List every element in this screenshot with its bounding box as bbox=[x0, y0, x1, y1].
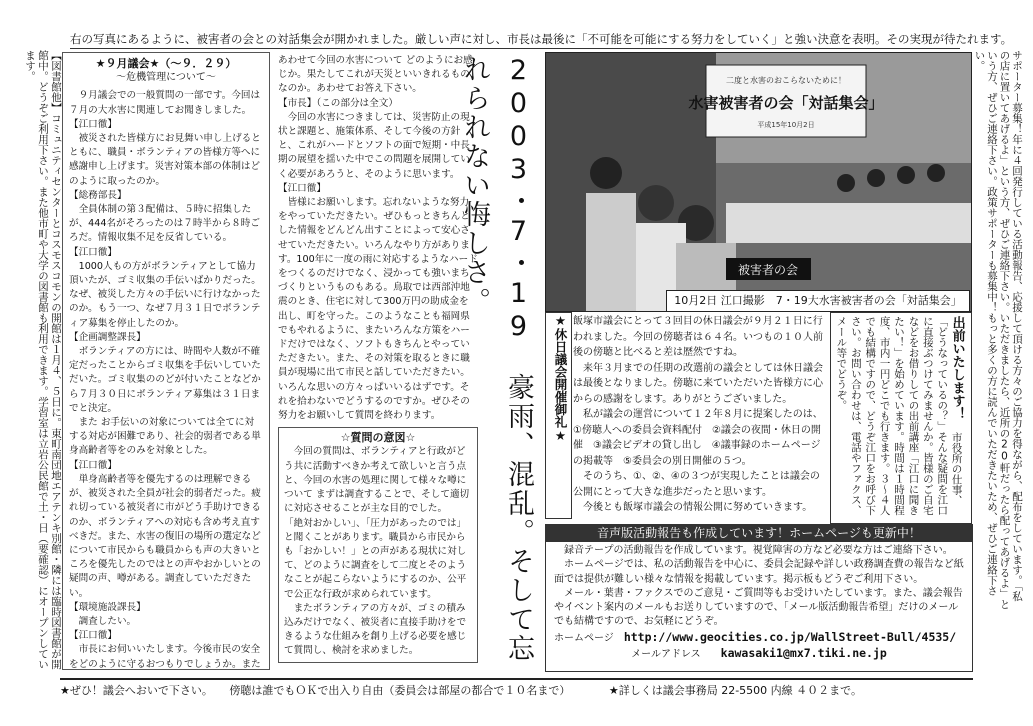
victims-sign-text: 被害者の会 bbox=[737, 263, 799, 277]
audio-report-heading: 音声版活動報告も作成しています！ホームページも更新中！ bbox=[546, 525, 972, 542]
bottom-banner: ★ぜひ！議会へおいで下さい。 傍聴は誰でもＯＫで出入り自由（委員会は部屋の都合で１０名まで） ★詳しくは議会事務局 22-5500 内線 ４０２まで。 bbox=[60, 678, 973, 700]
delivery-lecture-body: 市役所の仕事、「どうなっているの？」そんな疑問を江口に直接ぶつけてみませんか。皆様のご自宅などをお借りしての出前講座「江口に聞きたい！」を始めています。時間は１時間程度、市内一円どこでも行きます。３～４人でも結構ですので、どうぞ江口をお呼び下さい。お問い合わせは、電話やファクス、メール等でどうぞ。 bbox=[835, 316, 963, 516]
paragraph: 皆様にお願いします。忘れないような努力をやっていただきたい。ぜひもっときちんとした情報をどんどん出すことによって安心させていただきたい。いろんなやり方があります。100年に一度の雨に対応するようなハードをつくるのだけでなく、浸かっても強いまちづくりというものもある。鳥取では西部沖地震のとき、住宅に対して300万円の助成金を出し、町を守った。このようなことも福岡県でもやれるように、またいろんな方策をハードだけではなく、ソフトもきちんとやっていただきたい。また、その対策を取るときに職員が現場に出て市民と話していただきたい。いろんな思いの方々っぱいいるはずです。それを拾わないでどうするのですか。ぜひその努力をお願いして質問を終わります。 bbox=[278, 197, 478, 422]
paragraph: 単身高齢者等を優先するのは理解できるが、被災された全員が社会的弱者だった。疲れ切っている被災者に市がどう手助けできるのか、ボランティアへの対応も含め考え直すべきだ。また、水害の復旧の場所の選定などについて市民からも職員からも声の大きいところを優先したのではとの声やおかしいとの疑問の声、噂がある。調査していただきたい。 bbox=[69, 473, 261, 599]
homepage-link[interactable]: http://www.geocities.co.jp/WallStreet-Bull/4535/ bbox=[623, 629, 957, 644]
banner-large-text: 水害被害者の会「対話集会」 bbox=[688, 94, 884, 112]
supporter-recruitment: サポーター募集！年に４回発行している活動報告、応援して頂ける方々のご協力を得ながら、配布をしています。「私の店に置いてあげるよ」という方、ぜひご連絡下さい。いただきましたら、近所の20軒だったら配ってあげるよ」という方、ぜひご連絡下さい。政策サポーターも募集中！もっと多くの方に読んでいただきたいため、ぜひご連絡下さい。 bbox=[973, 50, 1023, 610]
holiday-session-label: ★休日議会開催御礼★ bbox=[545, 312, 572, 519]
paragraph: 飯塚市議会にとって３回目の休日議会が９月２１日に行われました。今回の傍聴者は６４名。いつもの１０人前後の傍聴と比べると差は歴然ですね。 bbox=[573, 316, 823, 358]
speaker-label: 【江口徹】 bbox=[69, 459, 117, 471]
speaker-label: 【環境施設課長】 bbox=[69, 601, 146, 613]
speaker-label: 【江口徹】 bbox=[69, 630, 117, 642]
photo-illustration bbox=[546, 53, 971, 311]
paragraph: 調査したい。 bbox=[69, 615, 137, 627]
speaker-label: 【総務部長】 bbox=[69, 189, 127, 201]
paragraph: 私が議会の運営について１２年８月に提案したのは、①傍聴人への委員会資料配付 ②議会の夜間・休日の開催 ③議会ビデオの貸し出し ④議事録のホームページの掲載等 ⑤委員会の別日開催の５つ。 bbox=[573, 409, 823, 467]
paragraph: 今回の水害につきましては、災害防止の現状と課題と、施策体系、そして今後の方針と、これがハードとソフトの面で短期・中長期の展望を揺いた中でこの問題を展開していく必要があろうと、そのように思います。 bbox=[278, 111, 470, 180]
speaker-label: 【企画調整課長】 bbox=[69, 331, 146, 343]
paragraph: またボランティアの方々が、ゴミの積み込みだけでなく、被災者に直接手助けをできるような仕組みを創り上げる必要を感じて質問し、検討を求めました。 bbox=[284, 602, 467, 657]
september-assembly-column bbox=[62, 52, 270, 670]
paragraph: ホームページでは、私の活動報告を中心に、委員会記録や詳しい政務調査費の報告など紙面では提供が難しい様々な情報を掲載しています。掲示板もどうぞご利用下さい。 bbox=[554, 559, 964, 585]
audio-report-box bbox=[545, 524, 973, 672]
question-intent-box bbox=[278, 427, 478, 662]
paragraph: 来年３月までの任期の改選前の議会としては休日議会は最後となりました。傍聴に来ていただいた皆様方に心からの感謝をします。ありがとうございました。 bbox=[573, 362, 823, 405]
top-banner: 右の写真にあるように、被害者の会との対話集会が開かれました。厳しい声に対し、市長は最後に「不可能を可能にする努力をしていく」と強い決意を表明。その実現が待たれます。 bbox=[70, 30, 960, 49]
speaker-label: 【江口徹】 bbox=[69, 246, 117, 258]
homepage-label: ホームページ bbox=[554, 632, 614, 644]
speaker-label: 【江口徹】 bbox=[69, 118, 117, 130]
paragraph: あわせて今回の水害について どのようにお感じか。果たしてこれが天災といいきれるものなのか。あわせてお答え下さい。 bbox=[278, 55, 473, 95]
paragraph: メール・葉書・ファクスでのご意見・ご質問等もお受けいたしています。また、議会報告やイベント案内のメールもお送りしていますので、「メール版活動報告希望」だけのメールでも結構ですので、お気軽にどうぞ。 bbox=[554, 587, 963, 628]
paragraph: 今回の質問は、ボランティアと行政がどう共に活動すべきか考えて欲しいと言う点と、今回の水害の処理に関して様々な噂について まずは調査することで、そして適切に対応させることが主な目的でした。 bbox=[284, 446, 470, 515]
paragraph: 録音テープの活動報告を作成しています。視覚障害の方など必要な方はご連絡下さい。 bbox=[554, 545, 953, 556]
paragraph: 市長にお伺いいたします。今後市民の安全をどのように守るおつもりでしょうか。また bbox=[69, 644, 261, 670]
paragraph: また お手伝いの対象については全てに対する対応が困難であり、社会的弱者である単身高齢者等をのみを対象とした。 bbox=[69, 417, 261, 457]
assembly-subtitle: ～危機管理について～ bbox=[116, 72, 216, 84]
paragraph: そのうち、①、②、④の３つが実現したことは議会の公開にとって大きな進歩だったと思います。 bbox=[573, 471, 820, 498]
banner-small-text: 二度と水害のおこらないために！ bbox=[726, 76, 846, 85]
holiday-session-article bbox=[573, 314, 828, 514]
paragraph: 被災された皆様方にお見舞い申し上げるとともに、職員・ボランティアの皆様方等へに感謝申し上げます。災害対策本部の体制はどのように取ったのか。 bbox=[69, 133, 261, 187]
headline: 2003・7・19 豪雨、混乱。そして忘れられない悔しさ。 bbox=[459, 55, 534, 663]
assembly-title: ★９月議会★（～９．２９） bbox=[95, 57, 237, 70]
delivery-lecture-title: 出前いたします！ bbox=[949, 316, 965, 420]
email-link[interactable]: kawasaki1@mx7.tiki.ne.jp bbox=[720, 646, 887, 661]
meeting-photo bbox=[545, 52, 972, 312]
assembly-continued-column bbox=[274, 52, 482, 670]
paragraph: 今後とも飯塚市議会の情報公開に努めていきます。 bbox=[573, 502, 813, 513]
banner-date-text: 平成15年10月2日 bbox=[757, 121, 815, 129]
question-intent-title: ☆質問の意図☆ bbox=[340, 431, 416, 445]
delivery-lecture-text bbox=[831, 313, 967, 519]
delivery-lecture-box bbox=[830, 312, 972, 524]
paragraph: 1000人もの方がボランティアとして協力頂いたが、ゴミ収集の手伝いばかりだった。なぜ、被災した方々の手伝いに行けなかったのか。もう一つ、なぜ７月３１日でボランティア募集を停止したのか。 bbox=[69, 260, 261, 329]
paragraph: 「絶対おかしい」、「圧力があったのでは」と聞くことがあります。職員から市民からも「おかしい！」との声がある現状に対して、どのように調査をして二度とそのようなことが起こらないようにするのか、公平で公正な行政が求められています。 bbox=[284, 517, 467, 600]
paragraph: ９月議会での一般質問の一部です。今回は７月の大水害に関連してお聞きしました。 bbox=[69, 90, 261, 116]
library-notice: 【図書館他】コミュニティセンターとコスモスコモンの開館は１月４、５日に。東町南団地エアテンキ別館・隣には臨時図書館が開館中。どうぞご利用下さい。また他市町や大学の図書館も利用できます。学習室は立岩公民館で土・日（要確認）にオープンしています。 bbox=[24, 50, 62, 670]
speaker-label: 【市長】（この部分は全文） bbox=[278, 97, 398, 109]
paragraph: 全員体制の第３配備は、５時に招集したが、444名がそろったのは７時半から８時ごろだ。情報収集不足を反省している。 bbox=[69, 204, 260, 244]
photo-caption: 10月2日 江口撮影 7・19大水害被害者の会「対話集会」 bbox=[666, 290, 970, 312]
email-label: メールアドレス bbox=[631, 649, 701, 661]
speaker-label: 【江口徹】 bbox=[278, 182, 326, 194]
paragraph: ボランティアの方には、時間や人数が不確定だったことからゴミ収集を手伝いしていただいた。ゴミ収集ののどが付いたことなどから７月３０日にボランティア募集は３１日までと決定。 bbox=[69, 346, 261, 414]
